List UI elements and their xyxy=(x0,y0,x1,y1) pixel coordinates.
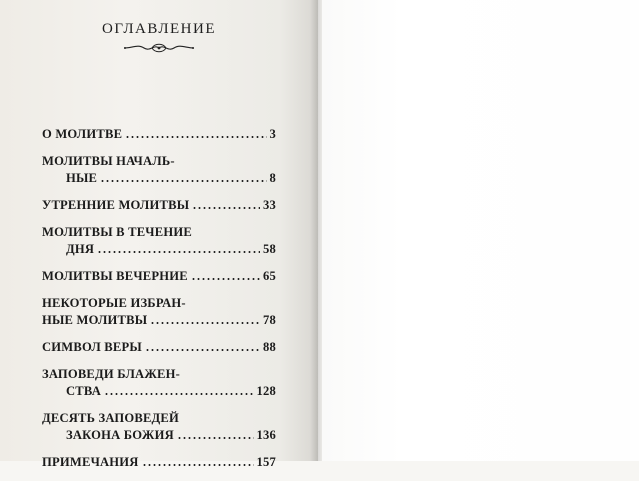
toc-entry-text: ДЕСЯТЬ ЗАПОВЕДЕЙ xyxy=(42,411,180,425)
dot-leader xyxy=(104,383,254,395)
dot-leader xyxy=(177,427,254,439)
toc-entry-page: 128 xyxy=(256,384,276,398)
toc-entry-page: 136 xyxy=(256,428,276,442)
toc-entry-page: 88 xyxy=(263,340,276,354)
dot-leader xyxy=(150,312,260,324)
toc-entry xyxy=(42,126,276,143)
dot-leader xyxy=(100,170,266,182)
toc-entry-text: МОЛИТВЫ НАЧАЛЬ- xyxy=(42,154,175,168)
toc-list xyxy=(42,126,276,481)
toc-entry-text: МОЛИТВЫ В ТЕЧЕНИЕ xyxy=(42,225,192,239)
toc-entry-text-cont: НЫЕ МОЛИТВЫ xyxy=(42,313,148,327)
toc-entry xyxy=(42,268,276,285)
toc-entry-page: 157 xyxy=(256,455,276,469)
toc-title: ОГЛАВЛЕНИЕ xyxy=(102,21,216,37)
toc-entry-page: 78 xyxy=(263,313,276,327)
toc-entry-text: ПРИМЕЧАНИЯ xyxy=(42,455,139,469)
toc-entry-text-cont: НЫЕ xyxy=(66,171,98,185)
toc-entry-text: СИМВОЛ ВЕРЫ xyxy=(42,340,142,354)
toc-entry-text: ЗАПОВЕДИ БЛАЖЕН- xyxy=(42,367,180,381)
toc-entry-page: 8 xyxy=(269,171,276,185)
toc-entry xyxy=(42,224,276,258)
toc-entry-text-cont: ЗАКОНА БОЖИЯ xyxy=(66,428,174,442)
ornament-divider-icon xyxy=(122,42,196,54)
toc-entry-text-cont: ДНЯ xyxy=(66,242,95,256)
toc-entry-page: 33 xyxy=(263,198,276,212)
toc-entry-text: НЕКОТОРЫЕ ИЗБРАН- xyxy=(42,296,186,310)
toc-entry-text: О МОЛИТВЕ xyxy=(42,127,123,141)
right-page-blank xyxy=(322,0,639,461)
toc-entry-page: 58 xyxy=(263,242,276,256)
dot-leader xyxy=(125,126,266,138)
toc-entry xyxy=(42,153,276,187)
toc-entry-text: МОЛИТВЫ ВЕЧЕРНИЕ xyxy=(42,269,188,283)
toc-entry-page: 65 xyxy=(263,269,276,283)
toc-entry xyxy=(42,197,276,214)
toc-entry-text: УТРЕННИЕ МОЛИТВЫ xyxy=(42,198,190,212)
dot-leader xyxy=(192,197,260,209)
dot-leader xyxy=(145,339,260,351)
dot-leader xyxy=(97,241,260,253)
toc-entry xyxy=(42,454,276,471)
toc-entry xyxy=(42,295,276,329)
toc-entry xyxy=(42,366,276,400)
dot-leader xyxy=(191,268,260,280)
toc-entry-page: 3 xyxy=(269,127,276,141)
left-page xyxy=(0,0,318,469)
dot-leader xyxy=(142,454,254,466)
toc-entry-text-cont: СТВА xyxy=(66,384,101,398)
toc-entry xyxy=(42,339,276,356)
toc-entry xyxy=(42,410,276,444)
